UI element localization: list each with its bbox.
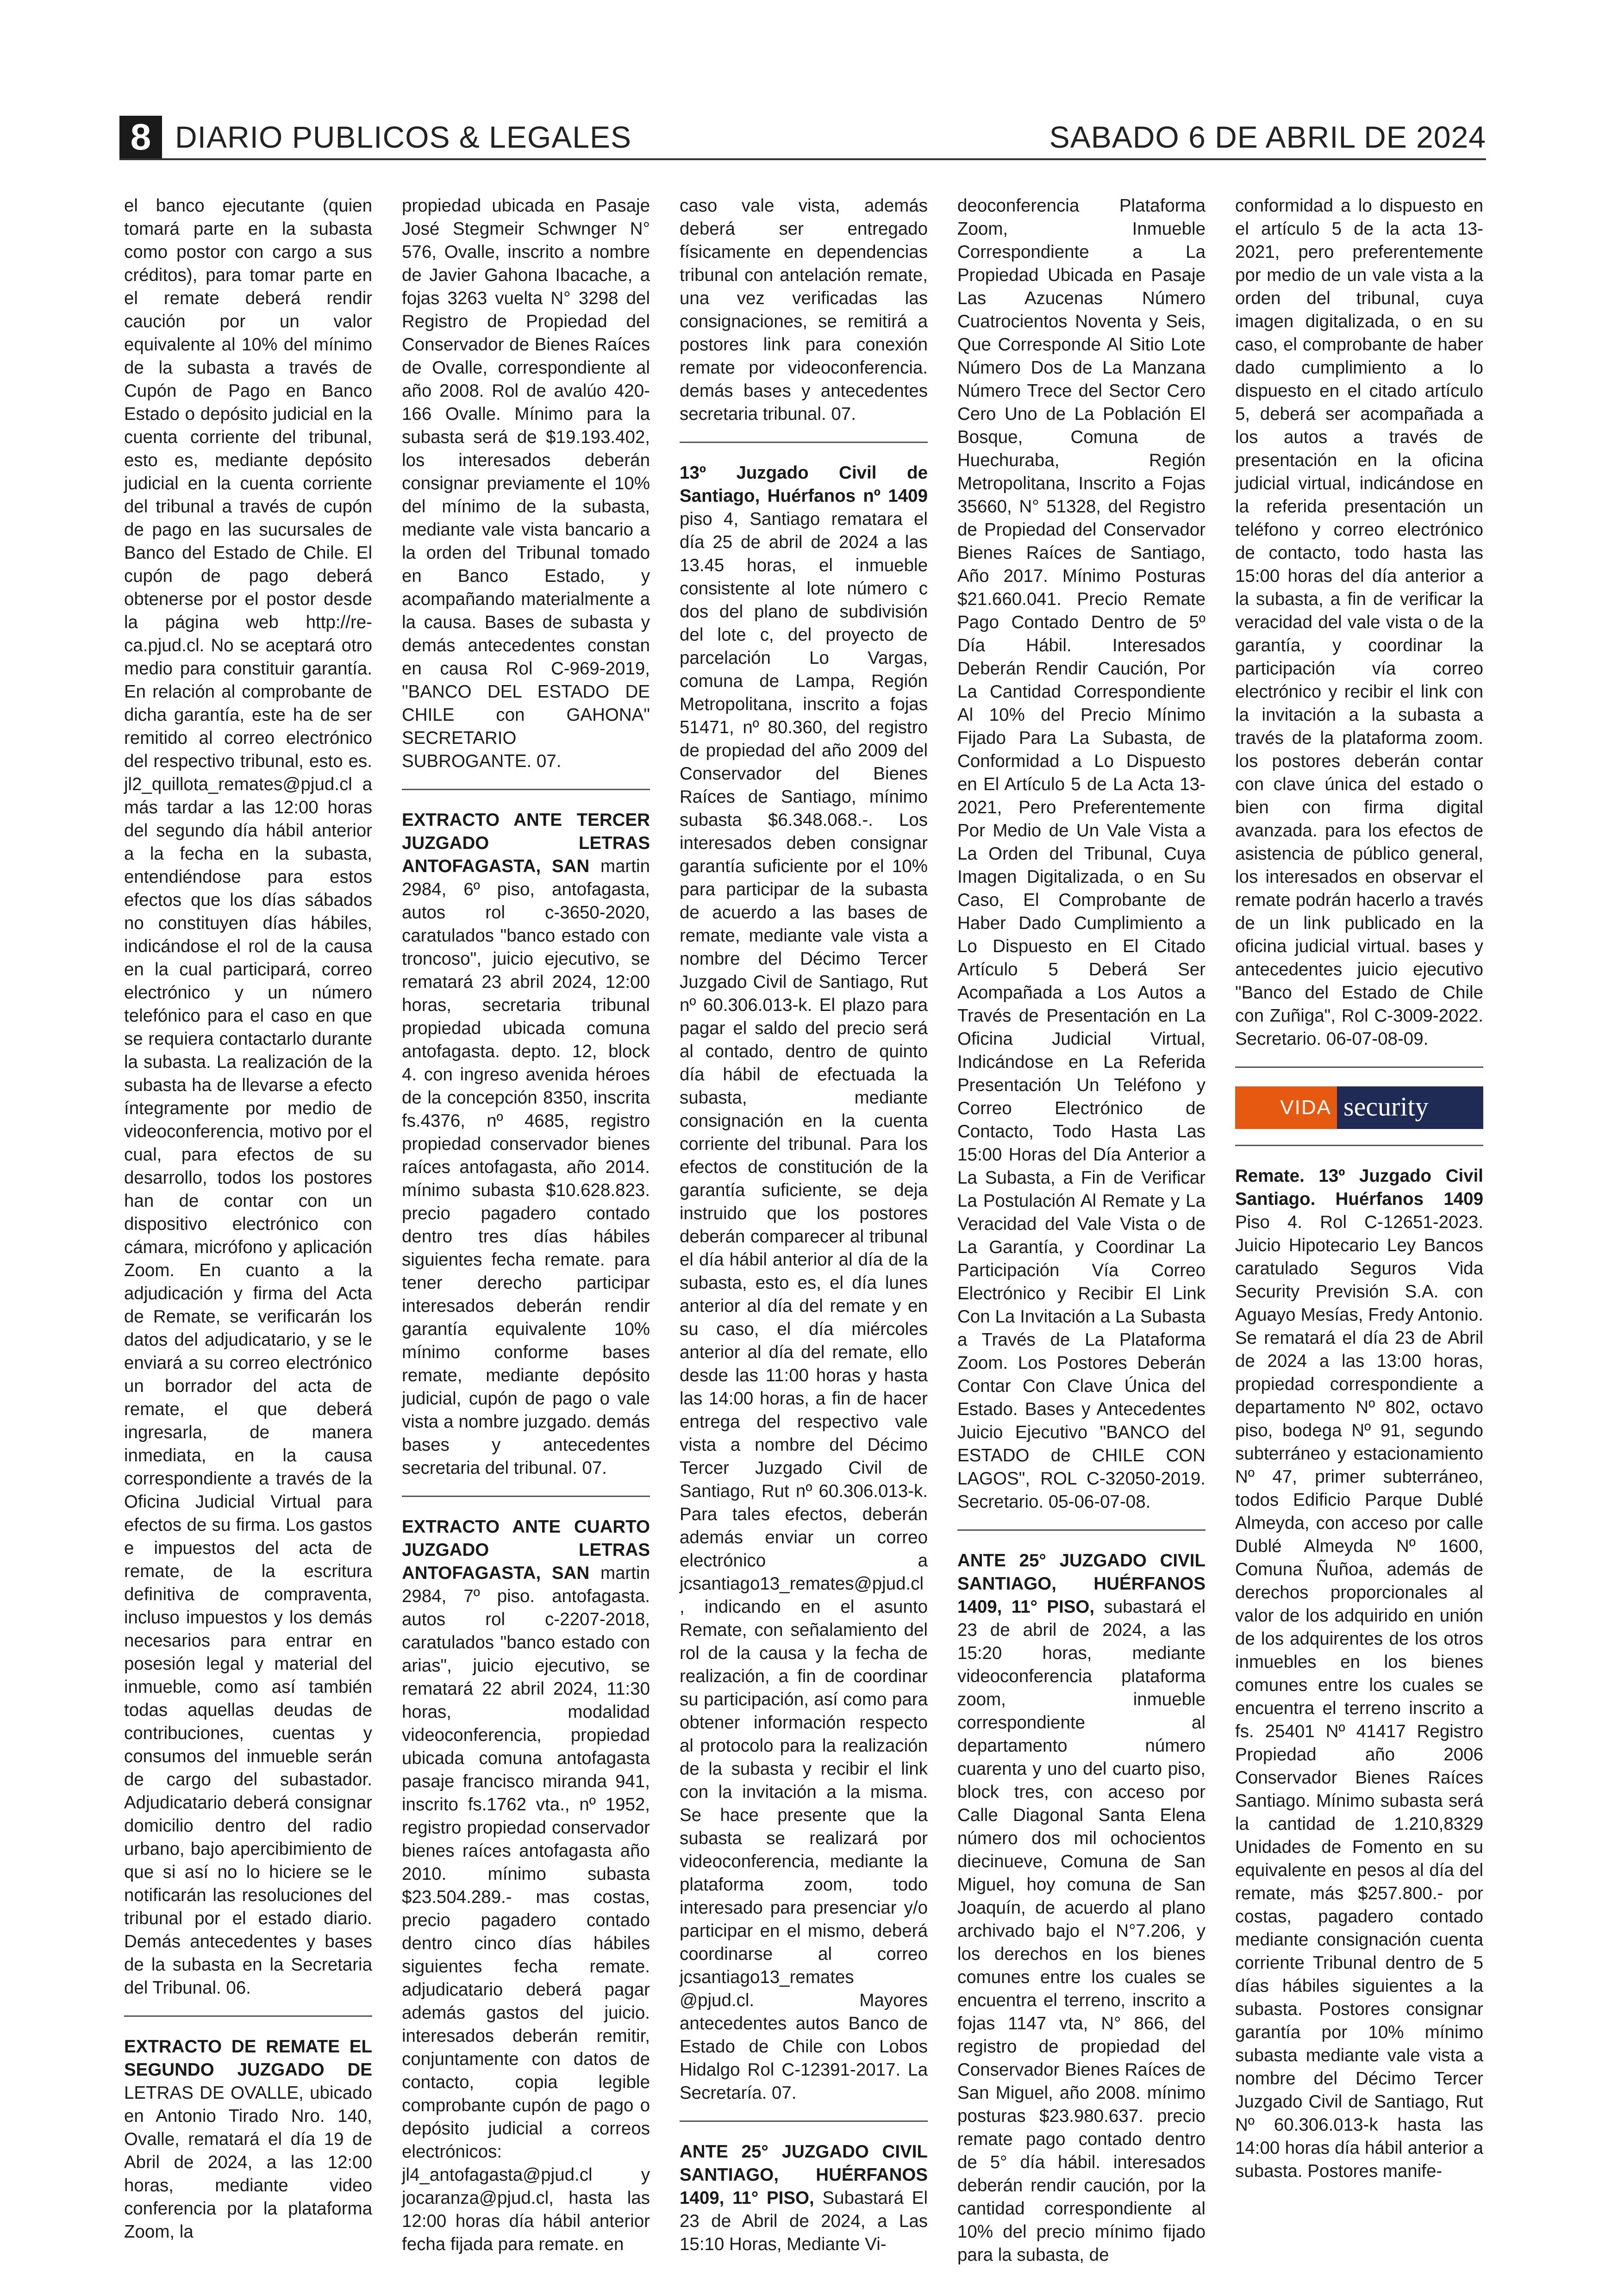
column-5 (1235, 194, 1483, 2250)
notice-divider (124, 2015, 372, 2017)
notice-tercer-juzgado-antofagasta: EXTRACTO ANTE TERCER JUZGADO LETRAS ANTOFAGASTA, SAN martin 2984, 6º piso, antofagasta, autos rol c-3650-2020, caratulados "banco estado con troncoso", juicio ejecutivo, se rematará 23 abril 2024, 12:00 horas, secretaria tribunal propiedad ubicada comuna antofagasta. depto. 12, block 4. con ingreso avenida héroes de la concepción 8350, inscrita fs.4376, nº 4685, registro propiedad conservador bienes raíces antofagasta, año 2014. mínimo subasta $10.628.823. precio pagadero contado dentro tres días hábiles siguientes fecha remate. para tener derecho participar interesados deberán rendir garantía equivalente 10% mínimo conforme bases remate, mediante depósito judicial, cupón de pago o vale vista a nombre juzgado. demás bases y antecedentes secretaria del tribunal. 07. (402, 810, 650, 1478)
notice-25-juzgado-civil-san-miguel: ANTE 25° JUZGADO CIVIL SANTIAGO, HUÉRFANOS 1409, 11° PISO, subastará el 23 de abril de 2024, a las 15:20 horas, mediante videoconferencia plataforma zoom, inmueble correspondiente al departamento número cuarenta y uno del cuarto piso, block tres, con acceso por Calle Diagonal Santa Elena número dos mil ochocientos diecinueve, Comuna de San Miguel, hoy comuna de San Joaquín, de acuerdo al plano archivado bajo el N°7.206, y los derechos en los bienes comunes entre los cuales se encuentra el terreno, inscrito a fojas 1147 vta, N° 866, del registro de propiedad del Conservador Bienes Raíces de San Miguel, año 2008. mínimo posturas $23.980.637. precio remate pago contado dentro de 5° día hábil. interesados deberán rendir caución, por la cantidad correspondiente al 10% del precio mínimo fijado para la subasta, de (957, 1551, 1206, 2265)
notice-continuation: deoconferencia Plataforma Zoom, Inmueble Correspondiente a La Propiedad Ubicada en Pasaje Las Azucenas Número Cuatrocientos Noventa y Seis, Que Corresponde Al Sitio Lote Número Dos de La Manzana Número Trece del Sector Cero Cero Uno de La Población El Bosque, Comuna de Huechuraba, Región Metropolitana, Inscrito a Fojas 35660, N° 51328, del Registro de Propiedad del Conservador Bienes Raíces de Santiago, Año 2017. Mínimo Posturas $21.660.041. Precio Remate Pago Contado Dentro de 5º Día Hábil. Interesados Deberán Rendir Caución, Por La Cantidad Correspondiente Al 10% del Precio Mínimo Fijado Para La Subasta, de Conformidad a Lo Dispuesto en El Artículo 5 de La Acta 13-2021, Pero Preferentemente Por Medio de Un Vale Vista a La Orden del Tribunal, Cuya Imagen Digitalizada, o en Su Caso, El Comprobante de Haber Dado Cumplimiento a Lo Dispuesto en El Citado Artículo 5 Deberá Ser Acompañada a Los Autos a Través de Presentación en La Oficina Judicial Virtual, Indicándose en La Referida Presentación Un Teléfono y Correo Electrónico de Contacto, Todo Hasta Las 15:00 Horas del Día Anterior a La Subasta, a Fin de Verificar La Postulación Al Remate y La Veracidad del Vale Vista o de La Garantía, y Coordinar La Participación Vía Correo Electrónico y Recibir El Link Con La Invitación a La Subasta a Través de La Plataforma Zoom. Los Postores Deberán Contar Con Clave Única del Estado. Bases y Antecedentes Juicio Ejecutivo "BANCO del ESTADO de CHILE CON LAGOS", ROL C-32050-2019. Secretario. 05-06-07-08. (957, 196, 1206, 1512)
vida-security-logo (1235, 1086, 1483, 1129)
notice-divider (957, 1529, 1206, 1531)
column-2 (402, 194, 650, 2254)
notice-continuation: propiedad ubicada en Pasaje José Stegmeir Schwnger N° 576, Ovalle, inscrito a nombre de Javier Gahona Ibacache, a fojas 3263 vuelta N° 3298 del Registro de Propiedad del Conservador de Bienes Raíces de Ovalle, correspondiente al año 2008. Rol de avalúo 420-166 Ovalle. Mínimo para la subasta será de $19.193.402, los interesados deberán consignar previamente el 10% del mínimo de la subasta, mediante vale vista bancario a la orden del Tribunal tomado en Banco Estado, y acompañando materialmente a la causa. Bases de subasta y demás antecedentes constan en causa Rol C-969-2019, "BANCO DEL ESTADO DE CHILE con GAHONA" SECRETARIO SUBROGANTE. 07. (402, 196, 650, 771)
logo-security-part: security (1337, 1086, 1483, 1129)
logo-vida-part: VIDA (1235, 1086, 1337, 1129)
notice-divider (1235, 1145, 1483, 1146)
notice-divider (1235, 1066, 1483, 1068)
notice-continuation: el banco ejecutante (quien tomará parte en la subasta como postor con cargo a sus créditos), para tomar parte en el remate deberá rendir caución por un valor equivalente al 10% del mínimo de la subasta a través de Cupón de Pago en Banco Estado o depósito judicial en la cuenta corriente del tribunal, esto es, mediante depósito judicial en la cuenta corriente del tribunal a través de cupón de pago en las sucursales de Banco del Estado de Chile. El cupón de pago deberá obtenerse por el postor desde la página web http://re-ca.pjud.cl. No se aceptará otro medio para constituir garantía. En relación al comprobante de dicha garantía, este ha de ser remitido al correo electrónico del respectivo tribunal, esto es. jl2_quillota_remates@pjud.cl a más tardar a las 12:00 horas del segundo día hábil anterior a la fecha en la subasta, entendiéndose para estos efectos que los días sábados no constituyen días hábiles, indicándose el rol de la causa en la cual participará, correo electrónico y un número telefónico para el caso en que se requiera contactarlo durante la subasta. La realización de la subasta ha de llevarse a efecto íntegramente por medio de videoconferencia, motivo por el cual, para efectos de su desarrollo, todos los postores han de contar con un dispositivo electrónico con cámara, micrófono y aplicación Zoom. En cuanto a la adjudicación y firma del Acta de Remate, se verificarán los datos del adjudicatario, y se le enviará a su correo electrónico un borrador del acta de remate, el que deberá ingresarla, de manera inmediata, en la causa correspondiente a través de la Oficina Judicial Virtual para efectos de su firma. Los gastos e impuestos del acta de remate, de la escritura definitiva de compraventa, incluso impuestos y los demás necesarios para entrar en posesión legal y material del inmueble, como así también todas aquellas deudas de contribuciones, cuentas y consumos del inmueble serán de cargo del subastador. Adjudicatario deberá consignar domicilio dentro del radio urbano, bajo apercibimiento de que si así no lo hiciere se le notificarán las resoluciones del tribunal por el estado diario. Demás antecedentes y bases de la subasta en la Secretaria del Tribunal. 06. (124, 196, 372, 1998)
notice-divider (680, 442, 928, 443)
notice-divider (402, 789, 650, 790)
notice-continuation: conformidad a lo dispuesto en el artículo 5 de la acta 13-2021, pero preferentemente por medio de un vale vista a la orden del tribunal, cuya imagen digitalizada, o en su caso, el comprobante de haber dado cumplimiento a lo dispuesto en el citado artículo 5, deberá ser acompañada a los autos a través de presentación en la oficina judicial virtual, indicándose en la referida presentación un teléfono y correo electrónico de contacto, todo hasta las 15:00 horas del día anterior a la subasta, a fin de verificar la veracidad del vale vista o de la garantía, y coordinar la participación vía correo electrónico y recibir el link con la invitación a la subasta a través de la plataforma zoom. los postores deberán contar con clave única del estado o bien con firma digital avanzada. para los efectos de asistencia de público general, los interesados en observar el remate podrán hacerlo a través de un link publicado en la oficina judicial virtual. bases y antecedentes juicio ejecutivo "Banco del Estado de Chile con Zuñiga", Rol C-3009-2022. Secretario. 06-07-08-09. (1235, 196, 1483, 1049)
column-3 (680, 194, 928, 2254)
page-header (119, 116, 1486, 160)
notice-13-juzgado-civil-lampa: 13º Juzgado Civil de Santiago, Huérfanos nº 1409 piso 4, Santiago rematara el día 25 de abril de 2024 a las 13.45 horas, el inmueble consistente al lote número c dos del plano de subdivisión del lote c, del proyecto de parcelación Lo Vargas, comuna de Lampa, Región Metropolitana, inscrito a fojas 51471, nº 80.360, del registro de propiedad del año 2009 del Conservador del Bienes Raíces de Santiago, mínimo subasta $6.348.068.-. Los interesados deben consignar garantía suficiente por el 10% para participar de la subasta de acuerdo a las bases de remate, mediante vale vista a nombre del Décimo Tercer Juzgado Civil de Santiago, Rut nº 60.306.013-k. El plazo para pagar el saldo del precio será al contado, dentro de quinto día hábil de efectuada la subasta, mediante consignación en la cuenta corriente del tribunal. Para los efectos de constitución de la garantía suficiente, se deja instruido que los postores deberán comparecer al tribunal el día hábil anterior al día de la subasta, esto es, el día lunes anterior al día del remate y en su caso, el día miércoles anterior al día del remate, ello desde las 11:00 horas y hasta las 14:00 horas, a fin de hacer entrega del respectivo vale vista a nombre del Décimo Tercer Juzgado Civil de Santiago, Rut nº 60.306.013-k. Para tales efectos, deberán además enviar un correo electrónico a jcsantiago13_remates@pjud.cl, indicando en el asunto Remate, con señalamiento del rol de la causa y la fecha de realización, a fin de coordinar su participación, así como para obtener información respecto al protocolo para la realización de la subasta y recibir el link con la invitación a la misma. Se hace presente que la subasta se realizará por videoconferencia, mediante la plataforma zoom, todo interesado para presenciar y/o participar en el mismo, deberá coordinarse al correo jcsantiago13_remates @pjud.cl. Mayores antecedentes autos Banco de Estado de Chile con Lobos Hidalgo Rol C-12391-2017. La Secretaría. 07. (680, 463, 928, 2103)
notice-13-juzgado-civil-nunoa: Remate. 13º Juzgado Civil Santiago. Huérfanos 1409 Piso 4. Rol C-12651-2023. Juicio Hipotecario Ley Bancos caratulado Seguros Vida Security Previsión S.A. con Aguayo Mesías, Fredy Antonio. Se rematará el día 23 de Abril de 2024 a las 13:00 horas, propiedad correspondiente a departamento Nº 802, octavo piso, bodega Nº 91, segundo subterráneo y estacionamiento Nº 47, primer subterráneo, todos Edificio Parque Dublé Almeyda, con acceso por calle Dublé Almeyda Nº 1600, Comuna Ñuñoa, además de derechos proporcionales al valor de los adquirido en unión de los adquirentes de los otros inmuebles en los bienes comunes entre los cuales se encuentra el terreno inscrito a fs. 25401 Nº 41417 Registro Propiedad año 2006 Conservador Bienes Raíces Santiago. Mínimo subasta será la cantidad de 1.210,8329 Unidades de Fomento en su equivalente en pesos al día del remate, más $257.800.- por costas, pagadero contado mediante consignación cuenta corriente Tribunal dentro de 5 días hábiles siguientes a la subasta. Postores consignar garantía por 10% mínimo subasta mediante vale vista a nombre del Décimo Tercer Juzgado Civil de Santiago, Rut Nº 60.306.013-k hasta las 14:00 horas día hábil anterior a subasta. Postores manife- (1235, 1166, 1483, 2181)
notice-divider (680, 2120, 928, 2122)
issue-date: SABADO 6 DE ABRIL DE 2024 (1049, 120, 1486, 154)
notice-continuation: caso vale vista, además deberá ser entregado físicamente en dependencias tribunal con antelación remate, una vez verificadas las consignaciones, se remitirá a postores link para conexión remate por videoconferencia. demás bases y antecedentes secretaria tribunal. 07. (680, 196, 928, 424)
notice-ovalle-remate: EXTRACTO DE REMATE EL SEGUNDO JUZGADO DE LETRAS DE OVALLE, ubicado en Antonio Tirado Nro. 140, Ovalle, rematará el día 19 de Abril de 2024, a las 12:00 horas, mediante video conferencia por la plataforma Zoom, la (124, 2037, 372, 2242)
notice-cuarto-juzgado-antofagasta: EXTRACTO ANTE CUARTO JUZGADO LETRAS ANTOFAGASTA, SAN martin 2984, 7º piso. antofagasta. autos rol c-2207-2018, caratulados "banco estado con arias", juicio ejecutivo, se rematará 22 abril 2024, 11:30 horas, modalidad videoconferencia, propiedad ubicada comuna antofagasta pasaje francisco miranda 941, inscrito fs.1762 vta., nº 1952, registro propiedad conservador bienes raíces antofagasta año 2010. mínimo subasta $23.504.289.- mas costas, precio pagadero contado dentro cinco días hábiles siguientes fecha remate. adjudicatario deberá pagar además gastos del juicio. interesados deberán remitir, conjuntamente con datos de contacto, copia legible comprobante cupón de pago o depósito judicial a correos electrónicos: jl4_antofagasta@pjud.cl y jocaranza@pjud.cl, hasta las 12:00 horas día hábil anterior fecha fijada para remate. en (402, 1517, 650, 2254)
section-title: DIARIO PUBLICOS & LEGALES (175, 120, 631, 154)
notice-25-juzgado-civil-huechuraba: ANTE 25° JUZGADO CIVIL SANTIAGO, HUÉRFANOS 1409, 11° PISO, Subastará El 23 de Abril de 2024, a Las 15:10 Horas, Mediante Vi- (680, 2142, 928, 2254)
column-4 (957, 194, 1206, 2265)
notice-divider (402, 1496, 650, 1497)
legal-notices-columns (124, 194, 1485, 2265)
page-number: 8 (119, 116, 162, 158)
column-1 (124, 194, 372, 2250)
